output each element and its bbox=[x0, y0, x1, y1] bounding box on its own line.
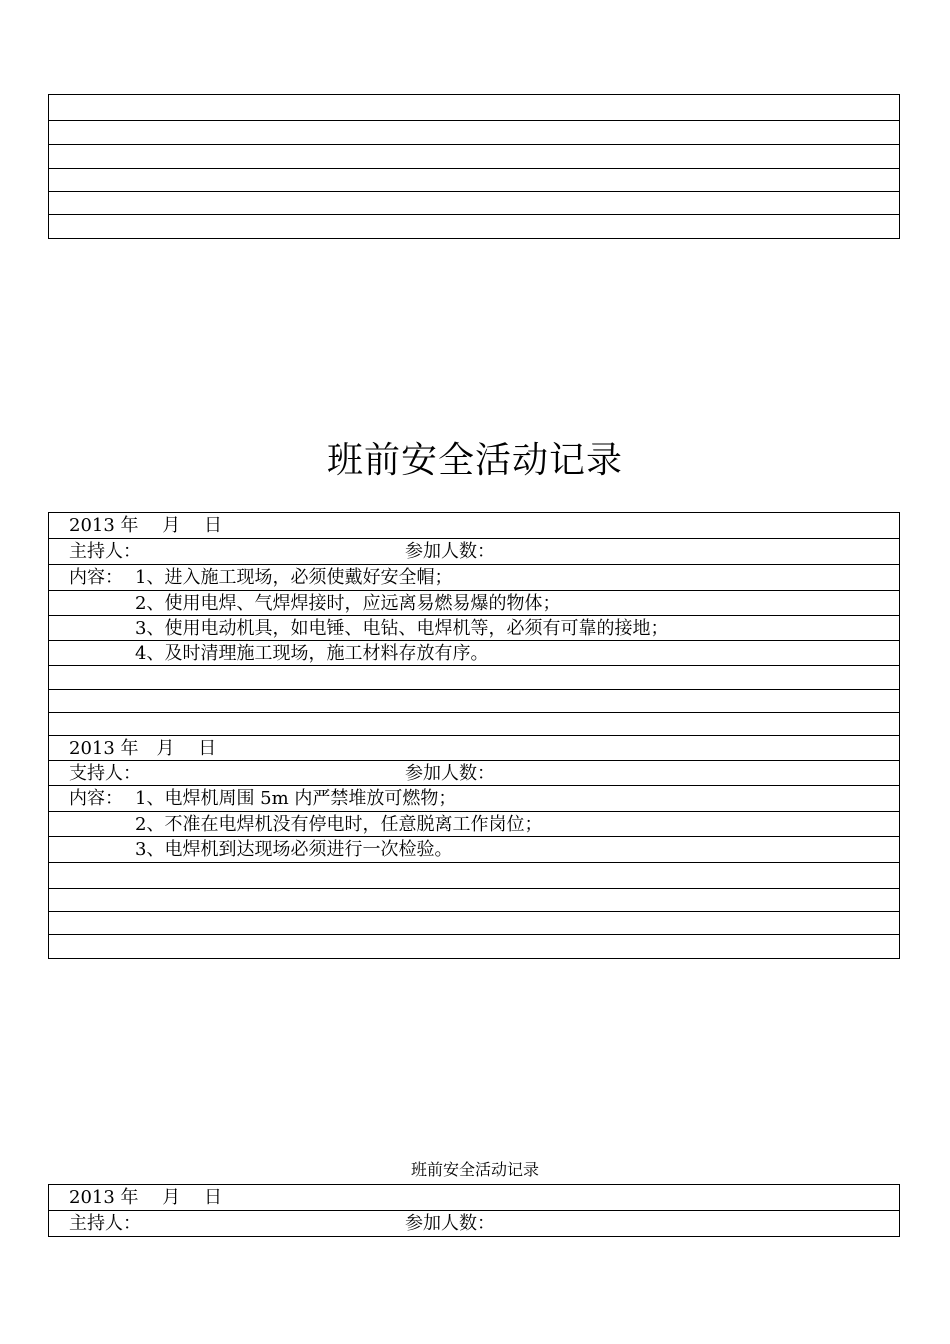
date-row bbox=[49, 736, 899, 761]
table-row bbox=[49, 121, 899, 145]
table-row bbox=[49, 95, 899, 121]
content-label: 内容： bbox=[69, 567, 123, 588]
content-row bbox=[49, 565, 899, 591]
host-label: 支持人： bbox=[69, 763, 141, 784]
date-row bbox=[49, 513, 899, 539]
content-row bbox=[49, 591, 899, 616]
content-item: 3、使用电动机具，如电锤、电钻、电焊机等，必须有可靠的接地； bbox=[135, 618, 669, 639]
host-label: 主持人： bbox=[69, 541, 141, 562]
host-row bbox=[49, 761, 899, 786]
content-row bbox=[49, 786, 899, 812]
host-row bbox=[49, 539, 899, 565]
activity-record-table bbox=[48, 512, 900, 959]
participants-label: 参加人数： bbox=[405, 763, 495, 784]
date-text: 2013 年 月 日 bbox=[69, 515, 222, 536]
table-row bbox=[49, 145, 899, 169]
content-item: 4、及时清理施工现场，施工材料存放有序。 bbox=[135, 643, 489, 664]
content-item: 1、进入施工现场，必须使戴好安全帽； bbox=[135, 567, 453, 588]
content-row bbox=[49, 641, 899, 666]
table-row bbox=[49, 666, 899, 690]
table-row bbox=[49, 713, 899, 736]
table-row bbox=[49, 935, 899, 958]
table-row bbox=[49, 215, 899, 238]
content-label: 内容： bbox=[69, 788, 123, 809]
participants-label: 参加人数： bbox=[405, 541, 495, 562]
host-label: 主持人： bbox=[69, 1213, 141, 1234]
content-item: 2、不准在电焊机没有停电时，任意脱离工作岗位； bbox=[135, 814, 543, 835]
table-row bbox=[49, 192, 899, 215]
content-row bbox=[49, 616, 899, 641]
date-row bbox=[49, 1185, 899, 1211]
blank-record-table-top bbox=[48, 94, 900, 239]
table-row bbox=[49, 690, 899, 713]
table-row bbox=[49, 889, 899, 912]
content-row bbox=[49, 837, 899, 863]
activity-record-table-bottom bbox=[48, 1184, 900, 1237]
content-item: 1、电焊机周围 5m 内严禁堆放可燃物； bbox=[135, 788, 457, 809]
table-row bbox=[49, 863, 899, 889]
table-row bbox=[49, 912, 899, 935]
section-title: 班前安全活动记录 bbox=[410, 1160, 539, 1179]
host-row bbox=[49, 1211, 899, 1236]
content-item: 3、电焊机到达现场必须进行一次检验。 bbox=[135, 839, 453, 860]
participants-label: 参加人数： bbox=[405, 1213, 495, 1234]
content-item: 2、使用电焊、气焊焊接时，应远离易燃易爆的物体； bbox=[135, 593, 561, 614]
content-row bbox=[49, 812, 899, 837]
date-text: 2013 年 月 日 bbox=[69, 1187, 222, 1208]
table-row bbox=[49, 169, 899, 192]
date-text: 2013 年 月 日 bbox=[69, 738, 217, 759]
page-title: 班前安全活动记录 bbox=[326, 440, 623, 481]
